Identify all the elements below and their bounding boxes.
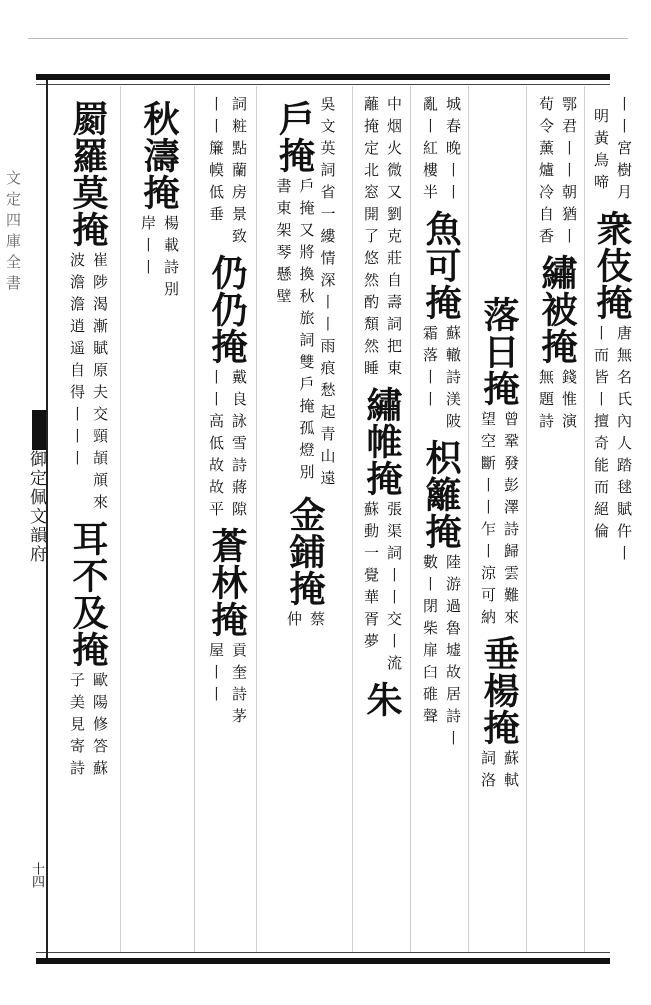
bottom-frame-inner-rule	[36, 952, 610, 953]
headword: 秋濤掩	[138, 100, 180, 211]
note-pair	[421, 96, 461, 206]
note-line: 仲	[285, 611, 303, 633]
note-line: 子美見寄詩	[68, 672, 86, 782]
text-column-9	[56, 96, 120, 948]
note-line: 吳文英詞省一縷情深丨丨雨痕愁起青山遠	[318, 96, 337, 492]
note-pair	[275, 178, 315, 486]
text-column-3	[472, 96, 526, 948]
note-pair	[479, 750, 519, 794]
text-column-1	[588, 96, 636, 948]
note-line: 中烟火微又劉克莊自壽詞把東	[385, 96, 403, 382]
headword: 繡帷掩	[361, 386, 403, 497]
note-line: 波澹澹逍遥自得丨丨丨	[68, 252, 86, 472]
bottom-frame-rule	[36, 958, 610, 964]
text-column-5	[354, 96, 410, 948]
note-line: 貢奎詩茅	[230, 642, 248, 730]
note-line: 楊載詩別	[162, 215, 180, 303]
page-gutter	[0, 80, 46, 958]
note-line: 霜落丨丨	[421, 325, 439, 413]
top-frame-rule	[36, 74, 610, 80]
column-rule	[194, 86, 195, 952]
text-column-8	[124, 96, 194, 948]
note-line: 亂丨紅樓半	[421, 96, 439, 206]
fish-tail-mark	[32, 410, 46, 450]
note-pair	[139, 215, 179, 303]
note-pair	[68, 252, 108, 516]
headword: 繡被掩	[536, 254, 578, 365]
note-line: 屋丨丨	[207, 642, 225, 708]
note-pair	[592, 325, 632, 567]
note-group	[275, 96, 336, 492]
text-column-6	[258, 96, 352, 948]
text-column-2	[530, 96, 584, 948]
headword: 落日掩	[478, 296, 520, 407]
note-line: 錢惟演	[560, 369, 578, 435]
headword: 蒼林掩	[206, 527, 248, 638]
note-line: 望空斷丨丨乍丨涼可納	[479, 411, 497, 631]
note-line: 陸游過魯墟故居詩丨	[444, 554, 462, 752]
headword: 朱	[361, 681, 403, 718]
top-frame-inner-rule	[36, 84, 610, 85]
column-rule	[352, 86, 353, 952]
book-title: 御定佩文韻府	[26, 450, 46, 564]
note-line: 崔陟渴漸賦原夫交頸頡頏來	[91, 252, 109, 516]
note-line: 明黃鳥啼	[592, 108, 610, 196]
text-column-7	[198, 96, 256, 948]
headword: 垂楊掩	[478, 635, 520, 746]
note-line: 蔡	[308, 611, 326, 633]
note-line: 丨丨宮樹月	[615, 96, 633, 206]
note-pair	[68, 672, 108, 782]
note-pair	[285, 611, 325, 633]
note-line: 詞洛	[479, 750, 497, 794]
note-line: 丨而皆丨擅奇能而絕倫	[592, 325, 610, 545]
column-rule	[410, 86, 411, 952]
headword-continued: 戶掩	[273, 100, 316, 174]
note-line: 蘇軾	[502, 750, 520, 794]
gutter-border	[46, 80, 48, 958]
gutter-edge-text: 文定四庫全書	[4, 170, 22, 296]
note-line: 丨丨簾幙低垂	[207, 96, 225, 228]
note-pair	[479, 411, 519, 631]
note-line: 戶掩又將換秋旅詞雙戶掩孤燈別	[297, 178, 316, 486]
note-line: 歐陽修答蘇	[91, 672, 109, 782]
headword: 仍仍掩	[206, 254, 248, 365]
note-pair	[362, 501, 402, 677]
note-pair	[421, 554, 461, 752]
note-line: 無題詩	[537, 369, 555, 435]
text-column-4	[412, 96, 470, 948]
note-pair	[421, 325, 461, 435]
note-line: 城春晚丨丨	[444, 96, 462, 206]
note-line: 戴良詠雪詩蔣隙	[230, 369, 248, 523]
note-pair	[207, 96, 247, 250]
note-pair	[537, 96, 577, 250]
headword: 衆伎掩	[591, 210, 633, 321]
note-line: 書東架琴懸壁	[274, 178, 293, 310]
headword: 金鋪掩	[284, 496, 326, 607]
column-rule	[526, 86, 527, 952]
column-rule	[256, 86, 257, 952]
headword: 魚可掩	[420, 210, 462, 321]
headword-block	[275, 96, 315, 486]
note-pair	[362, 96, 402, 382]
note-line: 丨丨高低故故平	[207, 369, 225, 523]
column-rule	[584, 86, 585, 952]
column-rule	[120, 86, 121, 952]
headword: 罽羅莫掩	[67, 100, 109, 248]
leaf-number: 十四	[29, 862, 44, 888]
note-line: 數丨閉柴扉臼碓聲	[421, 554, 439, 730]
note-line: 荀令薰爐冷自香	[537, 96, 555, 250]
note-pair	[207, 642, 247, 730]
note-line: 詞粧點蘭房景致	[230, 96, 248, 250]
headword: 枳籬掩	[420, 439, 462, 550]
note-pair	[207, 369, 247, 523]
note-line: 曾鞏發彭澤詩歸雲難來	[502, 411, 520, 631]
note-line: 唐無名氏內人踏毬賦仵丨	[615, 325, 633, 567]
note-line: 岸丨丨	[139, 215, 157, 281]
note-line: 蘇動一覺華胥夢	[362, 501, 380, 655]
note-pair	[537, 369, 577, 435]
scan-artifact-line	[28, 38, 628, 39]
note-line: 鄂君丨丨朝猶丨	[560, 96, 578, 250]
note-pair	[592, 96, 632, 206]
note-line: 蘇轍詩渼陂	[444, 325, 462, 435]
headword: 耳不及掩	[67, 520, 109, 668]
note-line: 蘺掩定北窓開了悠然酌頽然睡	[362, 96, 380, 382]
note-line: 張渠詞丨丨交丨流	[385, 501, 403, 677]
